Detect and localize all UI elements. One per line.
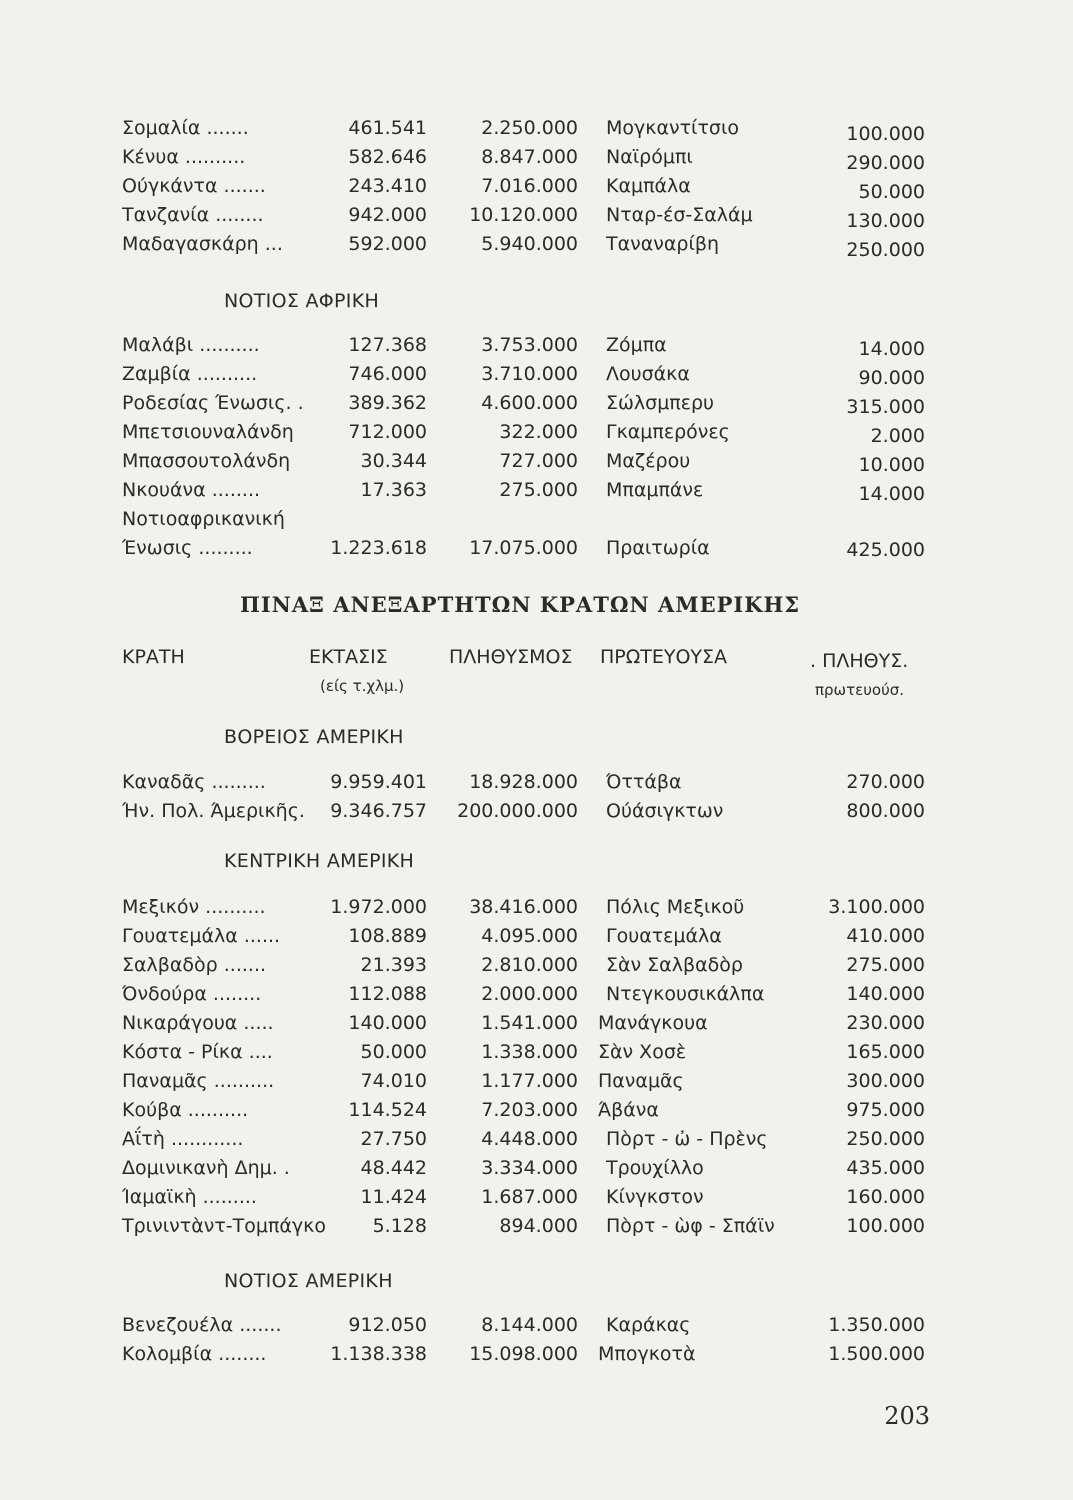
capital-population: 50.000 <box>858 181 925 203</box>
area-value: 48.442 <box>360 1157 427 1179</box>
capital-name: Σὰν Χοσὲ <box>598 1041 687 1063</box>
capital-population: 14.000 <box>858 483 925 505</box>
table-row <box>0 505 1073 534</box>
capital-population: 100.000 <box>846 123 925 145</box>
capital-population: 1.500.000 <box>828 1343 925 1365</box>
area-value: 27.750 <box>360 1128 427 1150</box>
country-name: Μαλάβι .......... <box>122 334 260 356</box>
capital-population: 14.000 <box>858 338 925 360</box>
population-value: 200.000.000 <box>457 800 578 822</box>
population-value: 7.016.000 <box>481 175 578 197</box>
population-value: 18.928.000 <box>469 771 578 793</box>
country-name: Ζαμβία .......... <box>122 363 258 385</box>
country-name: Ήν. Πολ. Άμερικῆς. <box>122 800 305 822</box>
capital-population: 270.000 <box>846 771 925 793</box>
capital-name: Λουσάκα <box>606 363 690 385</box>
population-value: 4.448.000 <box>481 1128 578 1150</box>
capital-population: 275.000 <box>846 954 925 976</box>
table-row <box>0 1183 1073 1212</box>
capital-name: Μπογκοτὰ <box>598 1343 696 1365</box>
country-name: Τρινιντὰντ-Τομπάγκο <box>122 1215 326 1237</box>
table-row <box>0 114 1073 143</box>
table-row <box>0 1311 1073 1340</box>
area-value: 9.959.401 <box>330 771 427 793</box>
area-value: 746.000 <box>348 363 427 385</box>
area-value: 912.050 <box>348 1314 427 1336</box>
header-area: ΕΚΤΑΣΙΣ <box>309 646 388 668</box>
capital-name: Ναϊρόμπι <box>606 146 693 168</box>
country-name: Σαλβαδὸρ ....... <box>122 954 267 976</box>
capital-name: Όττάβα <box>606 771 682 793</box>
capital-name: Ζόμπα <box>606 334 667 356</box>
area-value: 114.524 <box>348 1099 427 1121</box>
capital-name: Μογκαντίτσιο <box>606 117 739 139</box>
table-row <box>0 534 1073 563</box>
capital-population: 10.000 <box>858 454 925 476</box>
header-capital-population-sub: πρωτευούσ. <box>815 681 905 699</box>
central-america-heading: ΚΕΝΤΡΙΚΗ ΑΜΕΡΙΚΗ <box>224 850 415 872</box>
header-states: ΚΡΑΤΗ <box>122 646 185 668</box>
country-name: Μεξικόν .......... <box>122 896 266 918</box>
country-name: Ίαμαϊκὴ ......... <box>122 1186 257 1208</box>
area-value: 1.972.000 <box>330 896 427 918</box>
capital-name: Γουατεμάλα <box>606 925 722 947</box>
capital-population: 800.000 <box>846 800 925 822</box>
country-name: Γουατεμάλα ...... <box>122 925 281 947</box>
header-population: ΠΛΗΘΥΣΜΟΣ <box>449 646 573 668</box>
country-name: Κόστα - Ρίκα .... <box>122 1041 273 1063</box>
population-value: 15.098.000 <box>469 1343 578 1365</box>
population-value: 38.416.000 <box>469 896 578 918</box>
area-value: 30.344 <box>360 450 427 472</box>
capital-population: 435.000 <box>846 1157 925 1179</box>
country-name-line2: Ένωσις ......... <box>122 537 253 559</box>
capital-name: Καμπάλα <box>606 175 691 197</box>
capital-name: Μαζέρου <box>606 450 691 472</box>
population-value: 3.334.000 <box>481 1157 578 1179</box>
area-value: 942.000 <box>348 204 427 226</box>
country-name: Μπασσουτολάνδη <box>122 450 291 472</box>
capital-population: 100.000 <box>846 1215 925 1237</box>
country-name: Σομαλία ....... <box>122 117 249 139</box>
table-row <box>0 360 1073 389</box>
south-africa-heading: ΝΟΤΙΟΣ ΑΦΡΙΚΗ <box>224 290 380 312</box>
population-value: 10.120.000 <box>469 204 578 226</box>
capital-name: Νταρ-έσ-Σαλάμ <box>606 204 753 226</box>
population-value: 1.177.000 <box>481 1070 578 1092</box>
capital-name: Ταναναρίβη <box>606 233 720 255</box>
table-row <box>0 1096 1073 1125</box>
capital-population: 250.000 <box>846 1128 925 1150</box>
area-value: 592.000 <box>348 233 427 255</box>
table-row <box>0 893 1073 922</box>
table-row <box>0 1125 1073 1154</box>
country-name: Ροδεσίας Ένωσις. . <box>122 392 304 414</box>
america-table-title: ΠΙΝΑΞ ΑΝΕΞΑΡΤΗΤΩΝ ΚΡΑΤΩΝ ΑΜΕΡΙΚΗΣ <box>240 592 801 617</box>
table-row <box>0 230 1073 259</box>
capital-population: 410.000 <box>846 925 925 947</box>
population-value: 4.600.000 <box>481 392 578 414</box>
area-value: 112.088 <box>348 983 427 1005</box>
area-value: 108.889 <box>348 925 427 947</box>
population-value: 1.541.000 <box>481 1012 578 1034</box>
country-name: Δομινικανὴ Δημ. . <box>122 1157 290 1179</box>
area-value: 1.223.618 <box>330 537 427 559</box>
capital-name: Κίνγκστον <box>606 1186 704 1208</box>
country-name: Παναμᾶς .......... <box>122 1070 275 1092</box>
country-name: Καναδᾶς ......... <box>122 771 266 793</box>
population-value: 3.753.000 <box>481 334 578 356</box>
country-name: Τανζανία ........ <box>122 204 264 226</box>
area-value: 11.424 <box>360 1186 427 1208</box>
country-name: Ούγκάντα ....... <box>122 175 266 197</box>
population-value: 2.810.000 <box>481 954 578 976</box>
header-capital-population: . ΠΛΗΘΥΣ. <box>810 650 909 672</box>
population-value: 4.095.000 <box>481 925 578 947</box>
area-value: 1.138.338 <box>330 1343 427 1365</box>
area-value: 243.410 <box>348 175 427 197</box>
population-value: 5.940.000 <box>481 233 578 255</box>
country-name: Όνδούρα ........ <box>122 983 262 1005</box>
capital-population: 250.000 <box>846 239 925 261</box>
country-name: Βενεζουέλα ....... <box>122 1314 282 1336</box>
area-value: 5.128 <box>372 1215 427 1237</box>
population-value: 2.000.000 <box>481 983 578 1005</box>
capital-name: Γκαμπερόνες <box>606 421 730 443</box>
table-row <box>0 201 1073 230</box>
area-value: 461.541 <box>348 117 427 139</box>
capital-name: Ούάσιγκτων <box>606 800 724 822</box>
table-row <box>0 418 1073 447</box>
table-row <box>0 980 1073 1009</box>
capital-name: Ντεγκουσικάλπα <box>606 983 765 1005</box>
capital-population: 130.000 <box>846 210 925 232</box>
table-row <box>0 1154 1073 1183</box>
table-row <box>0 1038 1073 1067</box>
capital-name: Πραιτωρία <box>606 537 710 559</box>
table-row <box>0 1340 1073 1369</box>
capital-name: Καράκας <box>606 1314 691 1336</box>
country-name-line1: Νοτιοαφρικανική <box>122 508 285 530</box>
table-row <box>0 1009 1073 1038</box>
header-area-unit: (είς τ.χλμ.) <box>320 677 405 695</box>
capital-name: Τρουχίλλο <box>606 1157 704 1179</box>
capital-name: Παναμᾶς <box>598 1070 684 1092</box>
table-row <box>0 476 1073 505</box>
area-value: 50.000 <box>360 1041 427 1063</box>
table-row <box>0 768 1073 797</box>
capital-population: 290.000 <box>846 152 925 174</box>
table-row <box>0 922 1073 951</box>
table-row <box>0 389 1073 418</box>
capital-population: 975.000 <box>846 1099 925 1121</box>
table-row <box>0 1067 1073 1096</box>
area-value: 389.362 <box>348 392 427 414</box>
population-value: 7.203.000 <box>481 1099 578 1121</box>
page-number: 203 <box>884 1402 930 1430</box>
table-row <box>0 331 1073 360</box>
country-name: Κούβα .......... <box>122 1099 249 1121</box>
area-value: 140.000 <box>348 1012 427 1034</box>
table-row <box>0 1212 1073 1241</box>
capital-name: Πόλις Μεξικοῦ <box>606 896 745 918</box>
population-value: 3.710.000 <box>481 363 578 385</box>
population-value: 8.144.000 <box>481 1314 578 1336</box>
country-name: Κένυα .......... <box>122 146 246 168</box>
capital-name: Σὰν Σαλβαδὸρ <box>606 954 743 976</box>
population-value: 275.000 <box>499 479 578 501</box>
table-row <box>0 797 1073 826</box>
area-value: 127.368 <box>348 334 427 356</box>
header-capital: ΠΡΩΤΕΥΟΥΣΑ <box>600 646 728 668</box>
country-name: Κολομβία ........ <box>122 1343 267 1365</box>
capital-name: Πὸρτ - ὠ - Πρὲνς <box>606 1128 768 1150</box>
area-value: 582.646 <box>348 146 427 168</box>
capital-population: 425.000 <box>846 539 925 561</box>
area-value: 17.363 <box>360 479 427 501</box>
capital-population: 1.350.000 <box>828 1314 925 1336</box>
north-america-heading: ΒΟΡΕΙΟΣ ΑΜΕΡΙΚΗ <box>224 726 404 748</box>
population-value: 17.075.000 <box>469 537 578 559</box>
table-row <box>0 172 1073 201</box>
capital-population: 3.100.000 <box>828 896 925 918</box>
capital-name: Άβάνα <box>598 1099 659 1121</box>
capital-population: 315.000 <box>846 396 925 418</box>
capital-population: 140.000 <box>846 983 925 1005</box>
area-value: 21.393 <box>360 954 427 976</box>
country-name: Μπετσιουναλάνδη <box>122 421 294 443</box>
country-name: Νκουάνα ........ <box>122 479 261 501</box>
population-value: 727.000 <box>499 450 578 472</box>
table-row <box>0 951 1073 980</box>
capital-population: 2.000 <box>870 425 925 447</box>
population-value: 1.338.000 <box>481 1041 578 1063</box>
population-value: 1.687.000 <box>481 1186 578 1208</box>
area-value: 9.346.757 <box>330 800 427 822</box>
country-name: Αΐτὴ ............ <box>122 1128 244 1150</box>
capital-name: Μανάγκουα <box>598 1012 708 1034</box>
table-row <box>0 447 1073 476</box>
capital-population: 90.000 <box>858 367 925 389</box>
capital-population: 165.000 <box>846 1041 925 1063</box>
area-value: 712.000 <box>348 421 427 443</box>
population-value: 322.000 <box>499 421 578 443</box>
capital-name: Πὸρτ - ὼφ - Σπάϊν <box>606 1215 775 1237</box>
capital-name: Σώλσμπερυ <box>606 392 715 414</box>
south-america-heading: ΝΟΤΙΟΣ ΑΜΕΡΙΚΗ <box>224 1270 393 1292</box>
area-value: 74.010 <box>360 1070 427 1092</box>
capital-population: 160.000 <box>846 1186 925 1208</box>
table-row <box>0 143 1073 172</box>
capital-population: 230.000 <box>846 1012 925 1034</box>
country-name: Μαδαγασκάρη ... <box>122 233 283 255</box>
population-value: 2.250.000 <box>481 117 578 139</box>
population-value: 894.000 <box>499 1215 578 1237</box>
population-value: 8.847.000 <box>481 146 578 168</box>
capital-name: Μπαμπάνε <box>606 479 704 501</box>
capital-population: 300.000 <box>846 1070 925 1092</box>
country-name: Νικαράγουα ..... <box>122 1012 274 1034</box>
